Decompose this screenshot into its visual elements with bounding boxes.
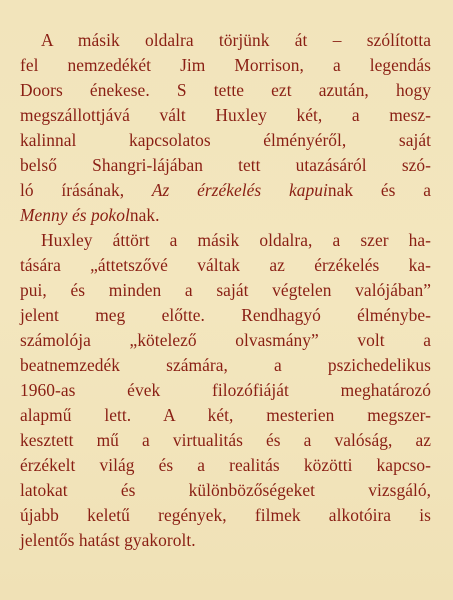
body-text [20, 28, 431, 553]
text-line [20, 203, 431, 228]
text-line: pui, és minden a saját végtelen valójában” [20, 280, 431, 300]
text-line: tására „áttetszővé váltak az érzékelés ka- [20, 255, 431, 275]
text-segment: ló írásának, [20, 180, 152, 200]
text-line: kesztett mű a virtualitás és a valóság, az [20, 430, 431, 450]
text-line: A másik oldalra törjünk át – szólította [41, 30, 431, 50]
text-line: alapmű lett. A két, mesterien megszer- [20, 405, 431, 425]
text-line: latokat és különbözőségeket vizsgáló, [20, 480, 431, 500]
book-title-italic: Az érzékelés kapui [151, 180, 328, 200]
text-line: jelentős hatást gyakorolt. [20, 530, 196, 550]
text-segment: nak. [129, 205, 160, 225]
text-line [20, 178, 431, 203]
text-segment: nak és a [327, 180, 431, 200]
text-line: újabb keletű regények, filmek alkotóira is [20, 505, 431, 525]
text-line: jelent meg előtte. Rendhagyó élménybe- [20, 305, 431, 325]
text-line: beatnemzedék számára, a pszichedelikus [20, 355, 431, 375]
text-line: Huxley áttört a másik oldalra, a szer ha- [41, 230, 431, 250]
text-line: 1960-as évek filozófiáját meghatározó [20, 380, 431, 400]
text-line: belső Shangri-lájában tett utazásáról szó- [20, 155, 431, 175]
text-line: fel nemzedékét Jim Morrison, a legendás [20, 55, 431, 75]
text-line: Doors énekese. S tette ezt azután, hogy [20, 80, 431, 100]
book-title-italic: Menny és pokol [20, 205, 130, 225]
paragraph-2 [20, 228, 431, 553]
text-line: megszállottjává vált Huxley két, a mesz- [20, 105, 431, 125]
text-line: érzékelt világ és a realitás közötti kapcso- [20, 455, 431, 475]
text-line: számolója „kötelező olvasmány” volt a [20, 330, 431, 350]
paragraph-1 [20, 28, 431, 228]
text-line: kalinnal kapcsolatos élményéről, saját [20, 130, 431, 150]
